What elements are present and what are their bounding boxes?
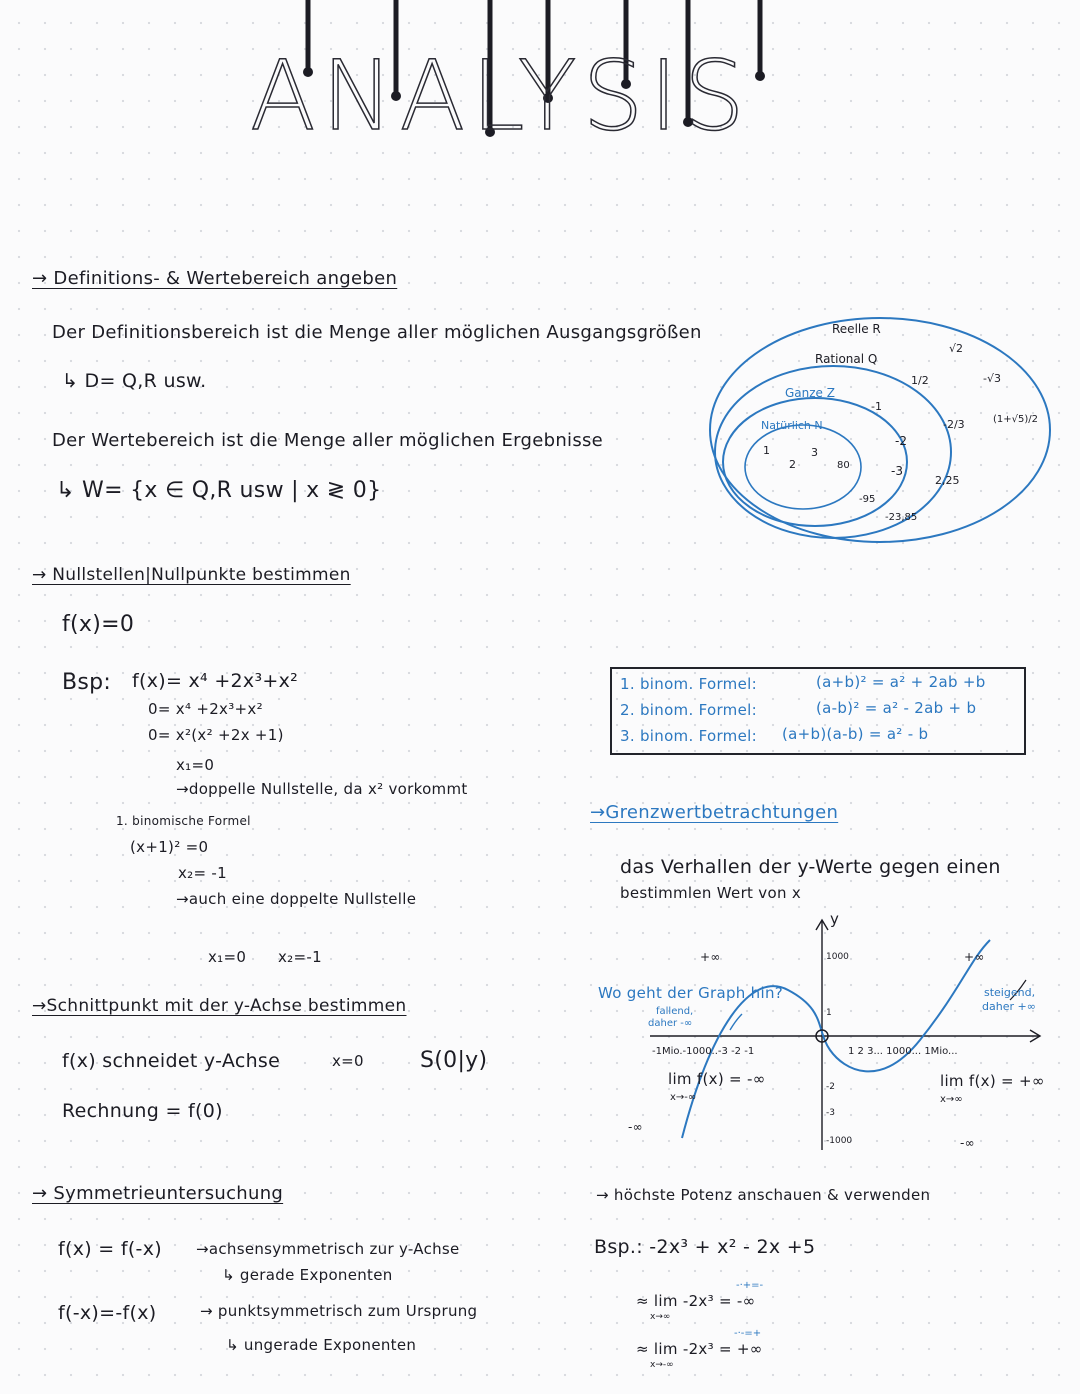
wert-sub: ↳ W= {x ∈ Q,R usw | x ≷ 0}: [56, 478, 382, 503]
page-title: ANALYSIS: [250, 40, 751, 152]
potenz-lim-2: ≈ lim -2x³ = +∞: [636, 1340, 763, 1358]
r-msqrt3: -√3: [983, 372, 1001, 385]
heading-nullstellen: → Nullstellen|Nullpunkte bestimmen: [32, 565, 351, 585]
limit-graph: [590, 910, 1060, 1160]
binom-3-eq: (a+b)(a-b) = a² - b: [782, 725, 929, 743]
graph-falling-1: fallend,: [656, 1006, 694, 1017]
potenz-lim-1: ≈ lim -2x³ = -∞: [636, 1292, 756, 1310]
heading-grenzwert: →Grenzwertbetrachtungen: [590, 802, 839, 823]
binom-3-label: 3. binom. Formel:: [620, 727, 757, 745]
bsp-label: Bsp:: [62, 670, 112, 695]
graph-rising-2: daher +∞: [982, 1000, 1036, 1013]
sym-desc-1a: →achsensymmetrisch zur y-Achse: [196, 1240, 460, 1258]
binom-2-label: 2. binom. Formel:: [620, 701, 757, 719]
graph-svg: [590, 910, 1060, 1160]
binom-2-eq: (a-b)² = a² - 2ab + b: [816, 699, 977, 717]
graph-plus-inf-right: +∞: [964, 950, 985, 964]
z-m3: -3: [891, 464, 903, 478]
q-m2385: -23,85: [885, 512, 918, 523]
sym-desc-1b: ↳ gerade Exponenten: [222, 1266, 393, 1284]
grenzwert-desc-1: das Verhallen der y-Werte gegen einen: [620, 856, 1001, 878]
graph-lim-right: lim f(x) = +∞: [940, 1072, 1045, 1090]
z-m1: -1: [871, 400, 882, 413]
graph-yt-1000: 1000: [826, 952, 849, 962]
sym-cond-2: f(-x)=-f(x): [58, 1302, 157, 1324]
ns-line-3: 0= x²(x² +2x +1): [148, 726, 284, 744]
grenzwert-desc-2: bestimmlen Wert von x: [620, 884, 802, 902]
graph-xticks-right: 1 2 3... 1000... 1Mio...: [848, 1046, 958, 1057]
set-label-rational: Rational Q: [815, 352, 878, 366]
binom-box: [610, 667, 1026, 755]
schnitt-line-2: Rechnung = f(0): [62, 1100, 223, 1122]
graph-question: Wo geht der Graph hin?: [598, 984, 784, 1002]
potenz-bsp: Bsp.: -2x³ + x² - 2x +5: [594, 1236, 816, 1258]
ns-line-1: f(x)= x⁴ +2x³+x²: [132, 670, 299, 692]
binom-1-eq: (a+b)² = a² + 2ab +b: [816, 673, 986, 691]
sym-cond-1: f(x) = f(-x): [58, 1238, 162, 1260]
graph-minus-inf-right: -∞: [960, 1136, 975, 1150]
potenz-lim-1-sub: x→∞: [650, 1312, 671, 1322]
graph-lim-right-sub: x→∞: [940, 1094, 963, 1105]
ns-line-4: x₁=0: [176, 756, 215, 774]
graph-plus-inf-left: +∞: [700, 950, 721, 964]
title-decoration: [230, 0, 830, 180]
graph-yt-m2: -2: [826, 1082, 835, 1092]
schnitt-line-1b: x=0: [332, 1052, 364, 1070]
graph-rising-1: steigend,: [984, 986, 1036, 999]
schnitt-line-1a: f(x) schneidet y-Achse: [62, 1050, 281, 1072]
graph-minus-inf-left: -∞: [628, 1120, 643, 1134]
sets-ellipses: [705, 312, 1055, 547]
n-80: 80: [837, 460, 850, 471]
r-golden: (1+√5)/2: [993, 414, 1039, 425]
n-1: 1: [763, 444, 770, 457]
heading-symmetrie: → Symmetrieuntersuchung: [32, 1183, 284, 1204]
graph-lim-left: lim f(x) = -∞: [668, 1070, 766, 1088]
nullstelle-condition: f(x)=0: [62, 612, 135, 637]
ns-line-7: (x+1)² =0: [130, 838, 209, 856]
wert-text: Der Wertebereich ist die Menge aller möglichen Ergebnisse: [52, 430, 604, 451]
potenz-lim-2-sub: x→-∞: [650, 1360, 674, 1370]
potenz-sign-2: -·-=+: [734, 1328, 762, 1339]
heading-schnittpunkt: →Schnittpunkt mit der y-Achse bestimmen: [32, 996, 407, 1016]
def-text: Der Definitionsbereich ist die Menge aller möglichen Ausgangsgrößen: [52, 322, 702, 343]
set-label-natuerlich: Natürlich N: [761, 419, 823, 432]
graph-lim-left-sub: x→-∞: [670, 1092, 697, 1103]
graph-yt-1: 1: [826, 1008, 832, 1018]
sym-desc-2b: ↳ ungerade Exponenten: [226, 1336, 417, 1354]
z-m2: -2: [895, 434, 907, 448]
r-sqrt2: √2: [949, 342, 964, 355]
n-2: 2: [789, 458, 796, 471]
heading-hoechste-potenz: → höchste Potenz anschauen & verwenden: [596, 1186, 931, 1204]
ns-line-8: x₂= -1: [178, 864, 227, 882]
graph-yt-m3: -3: [826, 1108, 835, 1118]
set-label-reell: Reelle R: [832, 322, 881, 336]
sym-desc-2a: → punktsymmetrisch zum Ursprung: [200, 1302, 478, 1320]
graph-y-label: y: [830, 910, 840, 928]
ns-line-2: 0= x⁴ +2x³+x²: [148, 700, 263, 718]
ns-line-6: 1. binomische Formel: [116, 814, 251, 828]
heading-definitionsbereich: → Definitions- & Wertebereich angeben: [32, 268, 398, 289]
ns-result-2: x₂=-1: [278, 948, 322, 966]
n-3: 3: [811, 446, 818, 459]
set-label-ganz: Ganze Z: [785, 386, 835, 400]
def-sub: ↳ D= Q,R usw.: [62, 370, 207, 392]
q-m23: -2/3: [943, 418, 965, 431]
number-sets-diagram: [705, 312, 1055, 547]
q-225: 2,25: [935, 474, 960, 487]
q-half: 1/2: [911, 374, 929, 387]
binom-1-label: 1. binom. Formel:: [620, 675, 757, 693]
graph-falling-2: daher -∞: [648, 1018, 693, 1029]
potenz-sign-1: -·+=-: [736, 1280, 764, 1291]
ns-line-5: →doppelle Nullstelle, da x² vorkommt: [176, 780, 468, 798]
schnitt-line-1c: S(0|y): [420, 1048, 488, 1073]
z-m95: -95: [859, 494, 876, 505]
graph-yt-m1000: -1000: [826, 1136, 853, 1146]
ns-line-9: →auch eine doppelte Nullstelle: [176, 890, 417, 908]
graph-xticks-left: -1Mio.-1000..-3 -2 -1: [652, 1046, 755, 1057]
ns-result-1: x₁=0: [208, 948, 247, 966]
